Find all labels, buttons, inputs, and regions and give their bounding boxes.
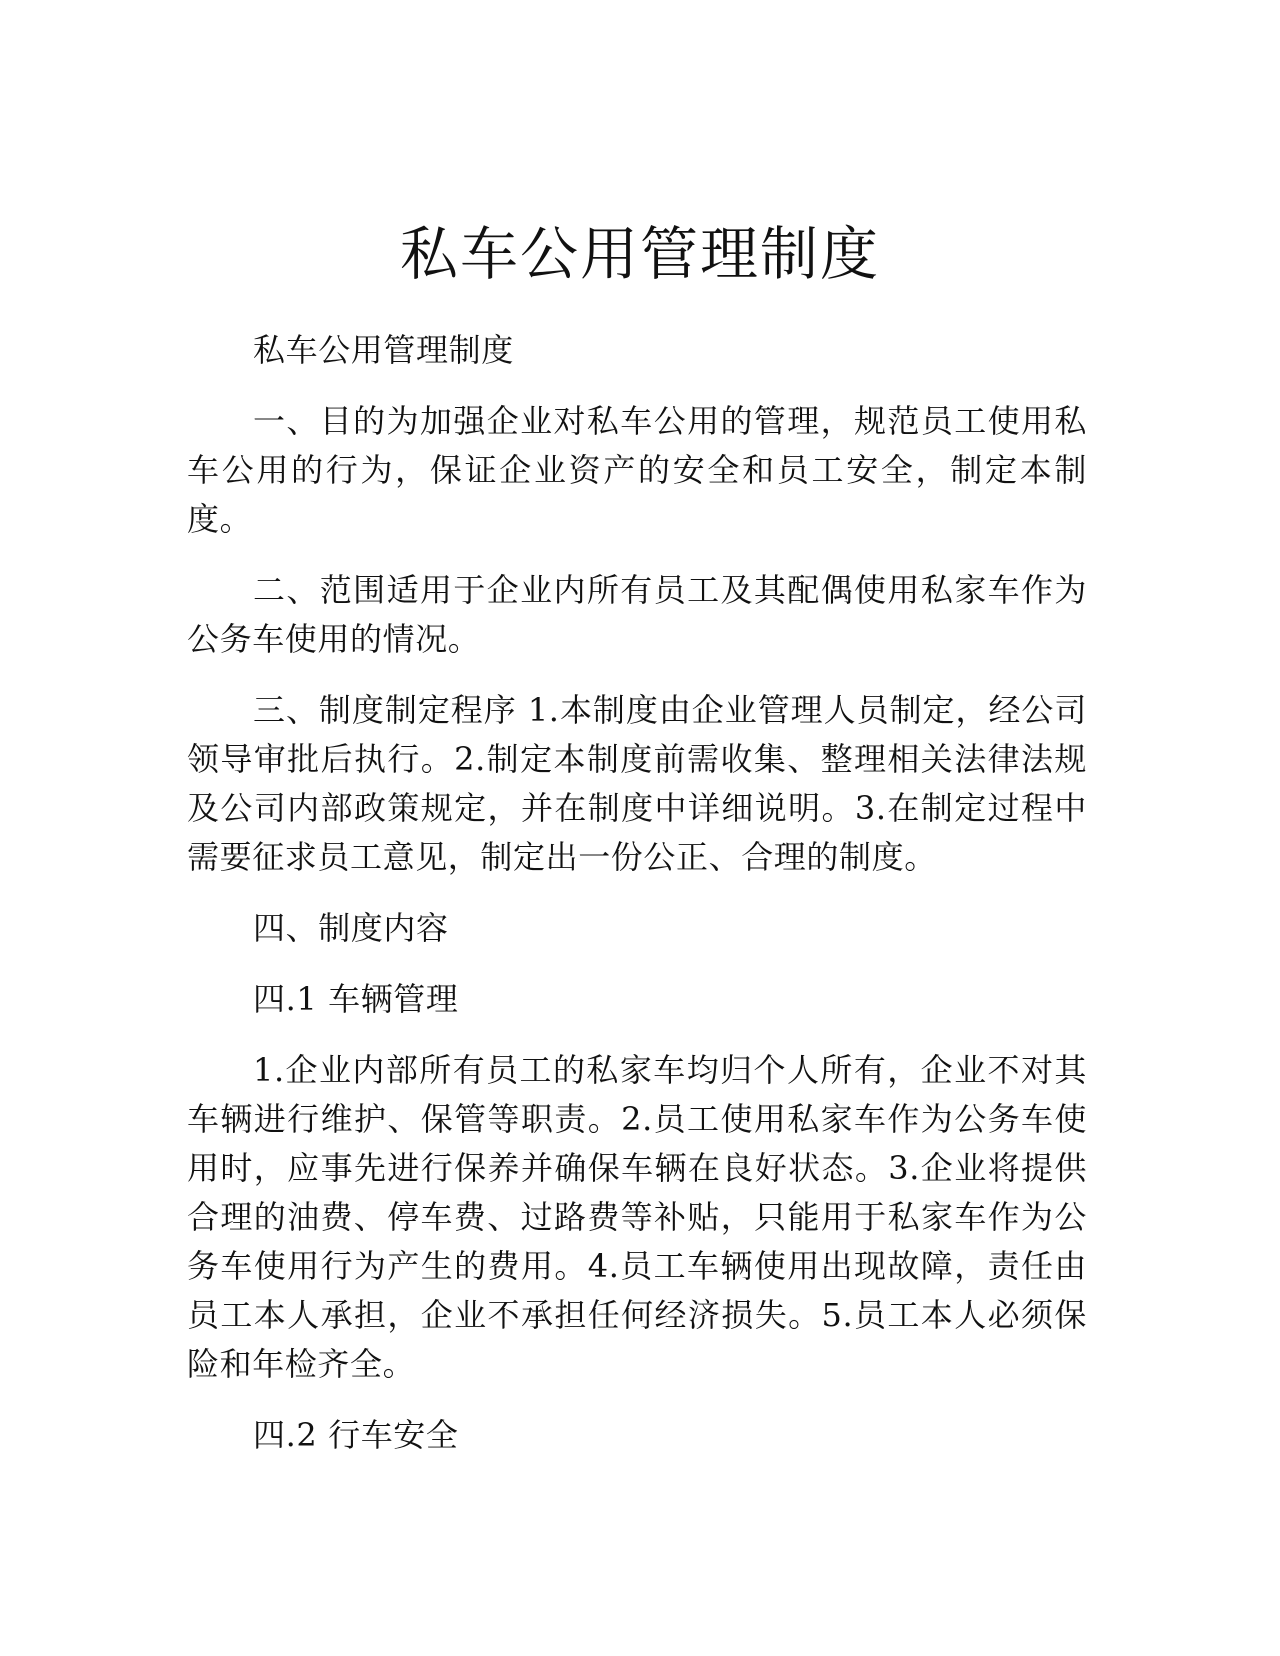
- document-body: [187, 326, 1087, 1482]
- section-scope-paragraph: 二、范围适用于企业内所有员工及其配偶使用私家车作为公务车使用的情况。: [187, 571, 1087, 658]
- subsection-driving-safety-heading: 四.2 行车安全: [253, 1416, 459, 1454]
- section-purpose-paragraph: 一、目的为加强企业对私车公用的管理，规范员工使用私车公用的行为，保证企业资产的安全和员工安全，制定本制度。: [187, 402, 1087, 538]
- section-procedure-paragraph: 三、制度制定程序 1.本制度由企业管理人员制定，经公司领导审批后执行。2.制定本制度前需收集、整理相关法律法规及公司内部政策规定，并在制度中详细说明。3.在制定过程中需要征求员工意见，制定出一份公正、合理的制度。: [187, 691, 1087, 876]
- document-title: 私车公用管理制度: [399, 220, 880, 288]
- subtitle-paragraph: 私车公用管理制度: [253, 331, 514, 369]
- section-content-heading: 四、制度内容: [253, 909, 449, 947]
- vehicle-management-paragraph: 1.企业内部所有员工的私家车均归个人所有，企业不对其车辆进行维护、保管等职责。2.员工使用私家车作为公务车使用时，应事先进行保养并确保车辆在良好状态。3.企业将提供合理的油费、停车费、过路费等补贴，只能用于私家车作为公务车使用行为产生的费用。4.员工车辆使用出现故障，责任由员工本人承担，企业不承担任何经济损失。5.员工本人必须保险和年检齐全。: [187, 1051, 1087, 1383]
- subsection-vehicle-heading: 四.1 车辆管理: [253, 980, 459, 1018]
